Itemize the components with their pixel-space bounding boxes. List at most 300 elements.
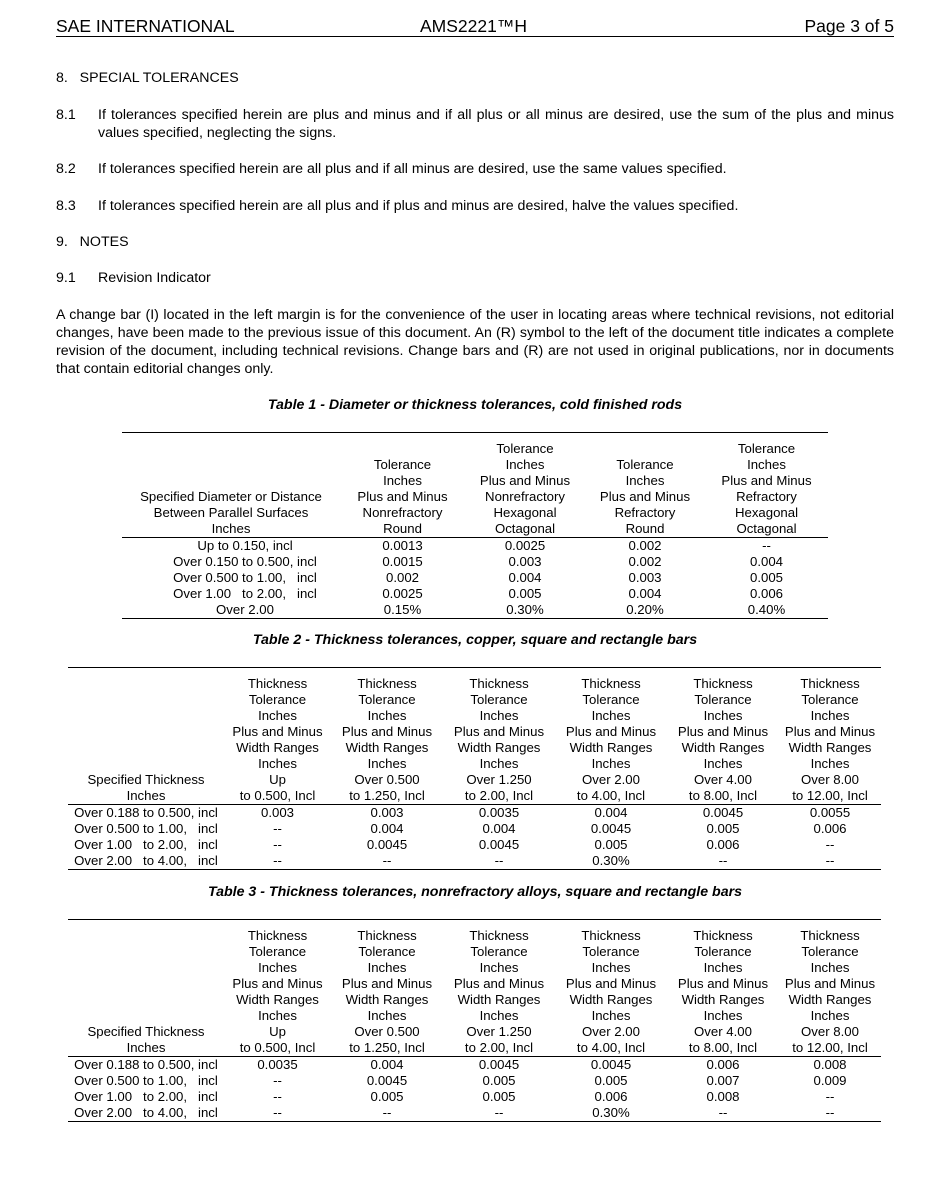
table-row (68, 1089, 881, 1105)
header-line: Thickness (247, 928, 308, 943)
header-lines (705, 441, 828, 537)
value-cell: -- (273, 853, 282, 868)
section-8-3-number: 8.3 (56, 198, 76, 214)
value-cell: 0.004 (749, 554, 783, 569)
header-line: Octagonal (736, 521, 797, 536)
header-line: to 0.500, Incl (239, 1040, 316, 1055)
header-cell (585, 441, 705, 538)
header-line: Thickness (469, 928, 529, 943)
value-cell: 0.005 (706, 821, 740, 836)
row-label-cell (122, 586, 340, 602)
value-cell: 0.40% (747, 602, 786, 617)
header-cell (224, 676, 331, 805)
table-row (68, 821, 881, 837)
section-8-1-text: If tolerances specified herein are plus and minus and if all plus or all minus are desired, use the sum of the plus and minus values specified, neglecting the signs. (98, 107, 894, 141)
header-line: Tolerance (801, 944, 859, 959)
table-header (68, 668, 881, 805)
value-cell: 0.0035 (478, 805, 520, 820)
header-lines (224, 928, 331, 1056)
section-8-3-text: If tolerances specified herein are all plus and if plus and minus are desired, halve the values specified. (98, 198, 739, 214)
header-cell (465, 441, 585, 538)
table-2 (68, 667, 881, 870)
value-cell: -- (273, 1073, 282, 1088)
section-9-1-number: 9.1 (56, 270, 76, 286)
header-line: to 12.00, Incl (792, 1040, 868, 1055)
value-cell: 0.004 (370, 1057, 404, 1072)
value-cell: -- (825, 837, 835, 852)
value-cell: 0.0045 (366, 1073, 408, 1088)
header-line: Width Ranges (569, 992, 653, 1007)
header-lines (331, 676, 443, 804)
header-line: Tolerance (694, 944, 752, 959)
header-line: to 2.00, Incl (464, 788, 534, 803)
table-row (68, 1105, 881, 1122)
header-line: Up (269, 1024, 286, 1039)
header-line: Inches (747, 457, 786, 472)
header-line: Tolerance (582, 944, 640, 959)
row-label: Over 0.500 to 1.00, incl (74, 821, 218, 836)
row-label: Over 1.00 to 2.00, incl (173, 586, 317, 601)
header-cell (667, 928, 779, 1057)
table-row (68, 1073, 881, 1089)
row-label-cell (68, 1089, 224, 1105)
header-line: Thickness (581, 928, 641, 943)
value-cell: 0.005 (370, 1089, 404, 1104)
header-line: Inches (126, 788, 166, 803)
page-header (56, 16, 894, 37)
value-cell: 0.005 (594, 1073, 628, 1088)
value-cell: 0.004 (594, 805, 628, 820)
header-line: Tolerance (496, 441, 554, 456)
value-cell: 0.005 (749, 570, 783, 585)
value-cell: -- (382, 853, 392, 868)
table-3 (68, 919, 881, 1122)
table-row (68, 805, 881, 822)
header-line: Inches (367, 1008, 407, 1023)
header-lines (555, 928, 667, 1056)
header-line: to 12.00, Incl (792, 788, 868, 803)
header-cell (331, 928, 443, 1057)
value-cell: 0.0025 (382, 586, 423, 601)
value-cell: 0.006 (706, 837, 740, 852)
value-cell: -- (273, 821, 282, 836)
header-cell (555, 928, 667, 1057)
header-lines (122, 489, 340, 537)
header-line: Plus and Minus (599, 489, 691, 504)
header-line: Tolerance (801, 692, 859, 707)
header-line: Inches (703, 756, 743, 771)
header-line: Inches (367, 756, 407, 771)
value-cell: 0.008 (813, 1057, 847, 1072)
table-body (68, 1057, 881, 1122)
header-cell (443, 928, 555, 1057)
value-cell: 0.0035 (257, 1057, 298, 1072)
section-9-heading (56, 233, 129, 251)
header-line: Octagonal (494, 521, 556, 536)
value-cell: 0.0045 (366, 837, 408, 852)
header-cell (443, 676, 555, 805)
table-1 (122, 432, 828, 619)
value-cell: 0.0045 (478, 837, 520, 852)
header-line: Over 0.500 (354, 1024, 420, 1039)
header-line: Thickness (800, 928, 860, 943)
section-number: 8. (56, 70, 68, 86)
value-cell: 0.005 (482, 1089, 516, 1104)
value-cell: 0.006 (594, 1089, 628, 1104)
header-line: Tolerance (470, 944, 528, 959)
header-line: Plus and Minus (341, 976, 433, 991)
header-line: Inches (367, 960, 407, 975)
row-label: Over 0.188 to 0.500, incl (74, 805, 218, 820)
header-line: Width Ranges (681, 740, 765, 755)
header-line: Inches (810, 708, 850, 723)
value-cell: -- (825, 1089, 835, 1104)
section-number: 9. (56, 234, 68, 250)
table-row (68, 837, 881, 853)
value-cell: 0.15% (383, 602, 422, 617)
row-label-cell (68, 853, 224, 870)
header-line: Inches (479, 708, 519, 723)
value-cell: -- (382, 1105, 392, 1120)
header-line: Nonrefractory (362, 505, 443, 520)
value-cell: 0.003 (508, 554, 542, 569)
header-line: Over 2.00 (582, 1024, 640, 1039)
header-line: Plus and Minus (721, 473, 812, 488)
value-cell: 0.002 (628, 554, 662, 569)
value-cell: -- (718, 853, 728, 868)
section-8-2-text: If tolerances specified herein are all plus and if all minus are desired, use the same values specified. (98, 161, 727, 177)
table-header (68, 920, 881, 1057)
header-line: to 0.500, Incl (239, 788, 316, 803)
header-line: Inches (810, 1008, 850, 1023)
header-line: Plus and Minus (784, 724, 876, 739)
header-line: Tolerance (248, 944, 307, 959)
header-line: Plus and Minus (453, 976, 545, 991)
value-cell: -- (762, 538, 771, 553)
header-line: Tolerance (737, 441, 796, 456)
value-cell: -- (273, 1089, 282, 1104)
value-cell: 0.30% (592, 853, 630, 868)
header-line: Width Ranges (236, 740, 319, 755)
table-header (122, 433, 828, 538)
value-cell: 0.004 (482, 821, 516, 836)
table-body (122, 538, 828, 619)
header-lines (779, 676, 881, 804)
header-line: Inches (505, 457, 545, 472)
table-row (122, 554, 828, 570)
header-line: Specified Thickness (87, 772, 205, 787)
header-line: Round (625, 521, 665, 536)
row-label: Over 0.188 to 0.500, incl (74, 1057, 218, 1072)
header-line: Thickness (469, 676, 529, 691)
header-line: Inches (258, 960, 297, 975)
row-label-cell (68, 1105, 224, 1122)
value-cell: 0.004 (508, 570, 542, 585)
header-line: Plus and Minus (357, 489, 448, 504)
row-label-cell (68, 805, 224, 822)
value-cell: 0.004 (370, 821, 404, 836)
value-cell: 0.0045 (702, 805, 744, 820)
value-cell: 0.006 (813, 821, 847, 836)
header-line: Inches (591, 708, 631, 723)
header-line: Inches (810, 756, 850, 771)
value-cell: 0.20% (626, 602, 664, 617)
header-line: Refractory (736, 489, 797, 504)
header-line: Tolerance (582, 692, 640, 707)
header-line: Tolerance (358, 692, 416, 707)
value-cell: 0.30% (506, 602, 544, 617)
header-line: Width Ranges (788, 992, 872, 1007)
header-line: Width Ranges (681, 992, 765, 1007)
value-cell: -- (273, 837, 282, 852)
header-line: Width Ranges (457, 992, 541, 1007)
header-lines (779, 928, 881, 1056)
value-cell: 0.007 (706, 1073, 740, 1088)
table-3-caption: Table 3 - Thickness tolerances, nonrefractory alloys, square and rectangle bars (207, 884, 743, 900)
header-line: Tolerance (373, 457, 432, 472)
header-line: to 4.00, Incl (576, 1040, 646, 1055)
header-line: Inches (258, 708, 297, 723)
header-line: Inches (703, 1008, 743, 1023)
section-title: SPECIAL TOLERANCES (79, 70, 239, 86)
row-label: Over 2.00 (216, 602, 274, 617)
header-line: Hexagonal (734, 505, 799, 520)
header-line: Tolerance (248, 692, 307, 707)
header-line: Thickness (357, 676, 417, 691)
header-line: Plus and Minus (232, 724, 323, 739)
header-lines (224, 676, 331, 804)
header-line: Plus and Minus (565, 724, 657, 739)
section-8-1-number: 8.1 (56, 107, 76, 123)
row-label-cell (122, 602, 340, 619)
header-line: Over 4.00 (694, 772, 752, 787)
header-line: Inches (126, 1040, 166, 1055)
header-line: Inches (479, 756, 519, 771)
value-cell: 0.0045 (590, 1057, 632, 1072)
header-line: Width Ranges (457, 740, 541, 755)
header-line: Plus and Minus (677, 724, 769, 739)
header-line: Over 8.00 (801, 1024, 859, 1039)
header-line: Tolerance (358, 944, 416, 959)
row-label-cell (68, 1073, 224, 1089)
page-number: Page 3 of 5 (804, 16, 894, 36)
table-row (122, 586, 828, 602)
header-cell (779, 676, 881, 805)
value-cell: 0.008 (706, 1089, 740, 1104)
header-lines (667, 928, 779, 1056)
header-line: Width Ranges (569, 740, 653, 755)
header-line: Inches (479, 1008, 519, 1023)
header-line: Thickness (693, 928, 753, 943)
value-cell: 0.005 (482, 1073, 516, 1088)
header-line: Plus and Minus (453, 724, 545, 739)
header-lines (331, 928, 443, 1056)
header-cell (331, 676, 443, 805)
header-line: Between Parallel Surfaces (153, 505, 309, 520)
header-line: to 2.00, Incl (464, 1040, 534, 1055)
value-cell: 0.003 (260, 805, 294, 820)
header-line: to 1.250, Incl (349, 788, 425, 803)
header-line: Thickness (357, 928, 417, 943)
header-line: Thickness (581, 676, 641, 691)
header-line: to 1.250, Incl (349, 1040, 425, 1055)
header-line: Refractory (614, 505, 676, 520)
row-label: Over 0.500 to 1.00, incl (173, 570, 317, 585)
revision-indicator-paragraph: A change bar (I) located in the left margin is for the convenience of the user in locating areas where technical revisions, not editorial changes, have been made to the previous issue of this document. An (R) symbol to the left of the document title indicates a complete revision of the document, including technical revisions. Change bars and (R) are not used in original publications, nor in documents that contain editorial changes only. (56, 307, 894, 377)
header-lines (585, 457, 705, 537)
header-line: Inches (591, 1008, 631, 1023)
section-9-1-title: Revision Indicator (98, 270, 211, 286)
header-line: Plus and Minus (784, 976, 876, 991)
header-line: Over 0.500 (354, 772, 420, 787)
header-line: Inches (479, 960, 519, 975)
header-cell (555, 676, 667, 805)
header-line: Width Ranges (788, 740, 872, 755)
header-line: Inches (258, 756, 297, 771)
row-label: Over 1.00 to 2.00, incl (74, 837, 218, 852)
value-cell: -- (718, 1105, 728, 1120)
row-label: Over 1.00 to 2.00, incl (74, 1089, 218, 1104)
header-lines (68, 772, 224, 804)
value-cell: 0.006 (706, 1057, 740, 1072)
header-cell (667, 676, 779, 805)
header-line: Round (383, 521, 422, 536)
header-line: Over 2.00 (582, 772, 640, 787)
value-cell: 0.0045 (590, 821, 632, 836)
value-cell: 0.005 (508, 586, 542, 601)
value-cell: -- (494, 1105, 504, 1120)
header-line: Specified Thickness (87, 1024, 205, 1039)
value-cell: -- (494, 853, 504, 868)
header-cell (68, 928, 224, 1057)
header-line: Over 8.00 (801, 772, 859, 787)
header-cell (779, 928, 881, 1057)
value-cell: 0.003 (370, 805, 404, 820)
value-cell: -- (273, 1105, 282, 1120)
header-lines (68, 1024, 224, 1056)
value-cell: 0.004 (628, 586, 662, 601)
header-cell (122, 441, 340, 538)
header-line: Thickness (247, 676, 308, 691)
value-cell: 0.0015 (382, 554, 423, 569)
header-line: Inches (703, 960, 743, 975)
header-line: to 8.00, Incl (688, 788, 758, 803)
header-line: Hexagonal (493, 505, 557, 520)
row-label-cell (122, 538, 340, 555)
header-line: Specified Diameter or Distance (140, 489, 322, 504)
table-body (68, 805, 881, 870)
value-cell: 0.005 (594, 837, 628, 852)
header-lines (443, 928, 555, 1056)
header-line: to 8.00, Incl (688, 1040, 758, 1055)
header-line: Inches (703, 708, 743, 723)
table-1-caption: Table 1 - Diameter or thickness tolerances, cold finished rods (267, 397, 683, 413)
table-row (122, 602, 828, 619)
header-line: Width Ranges (236, 992, 319, 1007)
header-line: Over 1.250 (466, 772, 532, 787)
row-label-cell (68, 821, 224, 837)
row-label-cell (122, 570, 340, 586)
header-line: Inches (367, 708, 407, 723)
header-line: Inches (258, 1008, 297, 1023)
row-label: Over 0.150 to 0.500, incl (173, 554, 317, 569)
header-line: Plus and Minus (677, 976, 769, 991)
value-cell: -- (825, 1105, 835, 1120)
header-line: Tolerance (694, 692, 752, 707)
value-cell: 0.0045 (478, 1057, 520, 1072)
header-lines (667, 676, 779, 804)
header-cell (340, 441, 465, 538)
header-cell (68, 676, 224, 805)
section-8-heading (56, 69, 239, 87)
header-line: Inches (591, 960, 631, 975)
header-line: Plus and Minus (565, 976, 657, 991)
value-cell: 0.0013 (382, 538, 423, 553)
header-line: Up (269, 772, 286, 787)
header-line: Inches (591, 756, 631, 771)
row-label-cell (68, 1057, 224, 1074)
header-line: Plus and Minus (479, 473, 571, 488)
header-line: Inches (810, 960, 850, 975)
value-cell: 0.0055 (809, 805, 851, 820)
row-label-cell (68, 837, 224, 853)
row-label: Over 2.00 to 4.00, incl (74, 1105, 218, 1120)
header-lines (443, 676, 555, 804)
header-line: Width Ranges (345, 740, 429, 755)
value-cell: 0.30% (592, 1105, 630, 1120)
header-line: Inches (625, 473, 665, 488)
header-line: Tolerance (616, 457, 674, 472)
header-lines (555, 676, 667, 804)
table-row (122, 538, 828, 555)
header-line: Over 4.00 (694, 1024, 752, 1039)
table-2-caption: Table 2 - Thickness tolerances, copper, square and rectangle bars (252, 632, 698, 648)
header-line: Plus and Minus (341, 724, 433, 739)
header-line: Inches (211, 521, 251, 536)
value-cell: 0.002 (628, 538, 662, 553)
header-line: Thickness (693, 676, 753, 691)
value-cell: -- (825, 853, 835, 868)
header-line: Width Ranges (345, 992, 429, 1007)
table-row (122, 570, 828, 586)
section-title: NOTES (79, 234, 129, 250)
header-cell (224, 928, 331, 1057)
header-line: Thickness (800, 676, 860, 691)
header-line: Nonrefractory (485, 489, 565, 504)
section-8-2-number: 8.2 (56, 161, 76, 177)
header-lines (465, 441, 585, 537)
header-line: Plus and Minus (232, 976, 323, 991)
header-line: Inches (383, 473, 422, 488)
header-line: to 4.00, Incl (576, 788, 646, 803)
value-cell: 0.003 (628, 570, 662, 585)
header-cell (705, 441, 828, 538)
header-line: Tolerance (470, 692, 528, 707)
org-name: SAE INTERNATIONAL (56, 16, 235, 36)
value-cell: 0.002 (385, 570, 419, 585)
header-line: Over 1.250 (466, 1024, 532, 1039)
row-label: Over 0.500 to 1.00, incl (74, 1073, 218, 1088)
table-row (68, 853, 881, 870)
document-id: AMS2221™H (420, 16, 527, 36)
header-lines (340, 457, 465, 537)
row-label-cell (122, 554, 340, 570)
table-row (68, 1057, 881, 1074)
value-cell: 0.0025 (504, 538, 546, 553)
row-label: Up to 0.150, incl (197, 538, 293, 553)
value-cell: 0.009 (813, 1073, 847, 1088)
row-label: Over 2.00 to 4.00, incl (74, 853, 218, 868)
